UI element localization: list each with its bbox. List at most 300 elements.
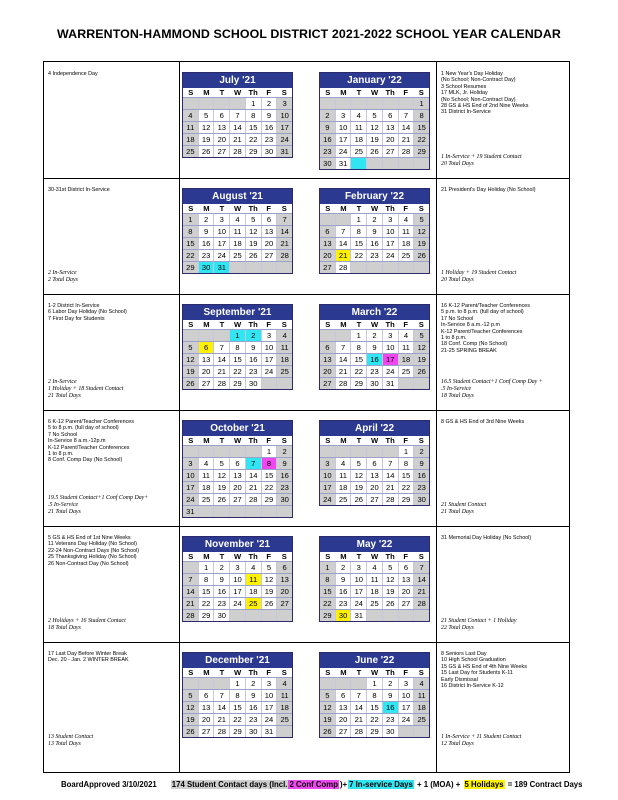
day-cell: 13	[229, 470, 245, 481]
day-cell: 5	[183, 690, 198, 701]
day-cell: 6	[229, 458, 245, 469]
day-cell: 15	[229, 702, 245, 713]
week-row	[320, 329, 429, 341]
day-cell: 29	[350, 378, 366, 389]
note-line: 28 GS & HS End of 2nd Nine Weeks	[441, 103, 529, 110]
day-cell	[366, 98, 382, 109]
note-line: 21 President's Day Holiday (No School)	[441, 187, 536, 193]
day-cell: 2	[382, 678, 398, 689]
month-calendar	[319, 420, 430, 506]
day-cell: 4	[276, 678, 292, 689]
note-line: 25 Thanksgiving Holiday (No School)	[48, 554, 137, 561]
day-cell: 22	[261, 482, 277, 493]
note-line: 7 No School	[48, 431, 78, 438]
day-cell: 20	[398, 586, 414, 597]
summary-line: 22 Total Days	[441, 625, 474, 631]
day-cell: 12	[261, 574, 277, 585]
day-cell: 28	[382, 494, 398, 505]
day-cell: 11	[276, 342, 292, 353]
day-cell: 2	[245, 678, 261, 689]
day-cell: 26	[320, 726, 335, 737]
weekday-label: M	[340, 320, 347, 329]
weekday-header	[320, 436, 429, 445]
week-row	[183, 505, 292, 517]
day-cell: 31	[335, 158, 351, 169]
day-cell: 8	[261, 458, 277, 469]
note-line: 1 New Year's Day Holiday	[441, 71, 503, 77]
day-cell: 30	[213, 610, 229, 621]
right-summary	[441, 154, 522, 168]
weekday-label: S	[281, 436, 287, 445]
day-cell: 10	[261, 690, 277, 701]
board-approved: BoardApproved 3/10/2021	[61, 780, 157, 789]
day-cell: 18	[350, 134, 366, 145]
week-row	[183, 561, 292, 573]
note-line: 16 K-12 Parent/Teacher Conferences	[441, 303, 530, 309]
day-cell: 1	[183, 214, 198, 225]
summary-line: .5 In-Service	[48, 502, 79, 508]
day-cell: 26	[245, 250, 261, 261]
summary-line: 1 In-Service + 11 Student Contact	[441, 734, 522, 740]
left-notes	[48, 71, 98, 77]
weekday-label: W	[370, 552, 379, 561]
note-line: 31 District In-Service	[441, 109, 491, 116]
day-cell: 18	[229, 238, 245, 249]
day-cell: 12	[320, 702, 335, 713]
day-cell: 9	[413, 458, 429, 469]
day-cell: 1	[398, 446, 414, 457]
day-cell: 3	[350, 562, 366, 573]
day-cell: 4	[335, 458, 351, 469]
month-calendar	[182, 652, 293, 738]
day-cell	[213, 446, 229, 457]
day-cell	[276, 610, 292, 621]
day-cell: 12	[366, 122, 382, 133]
day-cell	[413, 158, 429, 169]
weekday-label: Th	[385, 204, 395, 213]
weekday-label: M	[340, 88, 347, 97]
note-line: 17 MLK, Jr. Holiday	[441, 90, 488, 97]
day-cell: 14	[245, 470, 261, 481]
day-cell: 8	[245, 110, 261, 121]
day-cell: 26	[213, 494, 229, 505]
day-cell	[320, 446, 335, 457]
day-cell: 6	[276, 562, 292, 573]
month-name: July '21	[183, 73, 292, 88]
day-cell: 1	[245, 98, 261, 109]
day-cell: 28	[335, 262, 351, 273]
note-line: 22-24 Non-Contract Days (No School)	[48, 547, 140, 554]
day-cell	[183, 562, 198, 573]
weekday-header	[183, 320, 292, 329]
day-cell	[413, 726, 429, 737]
weekday-label: F	[403, 320, 408, 329]
weekday-label: S	[281, 204, 287, 213]
weekday-label: S	[418, 668, 424, 677]
day-cell: 13	[276, 574, 292, 585]
day-cell: 4	[366, 562, 382, 573]
day-cell: 4	[413, 678, 429, 689]
week-row	[183, 121, 292, 133]
day-cell: 11	[183, 122, 198, 133]
weekday-label: S	[325, 552, 331, 561]
week-row	[183, 145, 292, 157]
weekday-label: M	[340, 668, 347, 677]
weekday-label: Th	[385, 436, 395, 445]
day-cell: 20	[198, 714, 214, 725]
day-cell: 30	[382, 726, 398, 737]
day-cell: 3	[398, 678, 414, 689]
note-line: 8 GS & HS End of 3rd Nine Weeks	[441, 419, 525, 425]
month-name: May '22	[320, 537, 429, 552]
weekday-header	[183, 436, 292, 445]
note-line: 5 p.m. to 8 p.m. (full day of school)	[441, 309, 524, 316]
day-cell: 10	[320, 470, 335, 481]
day-cell: 22	[229, 366, 245, 377]
day-cell: 24	[320, 494, 335, 505]
day-cell: 11	[350, 122, 366, 133]
day-cell: 12	[413, 226, 429, 237]
day-cell: 11	[229, 226, 245, 237]
day-cell: 27	[198, 378, 214, 389]
day-cell: 13	[198, 354, 214, 365]
day-cell	[198, 98, 214, 109]
day-cell: 4	[276, 330, 292, 341]
day-cell	[413, 610, 429, 621]
day-cell: 19	[366, 134, 382, 145]
day-cell: 5	[245, 214, 261, 225]
right-summary	[441, 270, 516, 284]
day-cell: 23	[335, 598, 351, 609]
weekday-label: F	[403, 88, 408, 97]
day-cell: 20	[213, 134, 229, 145]
day-cell: 19	[413, 354, 429, 365]
weekday-header	[320, 320, 429, 329]
weekday-label: F	[403, 436, 408, 445]
note-line: 18 Conf. Comp (No School)	[441, 341, 508, 348]
day-cell: 7	[245, 458, 261, 469]
day-cell	[350, 262, 366, 273]
day-cell: 4	[198, 458, 214, 469]
day-cell	[382, 262, 398, 273]
week-row	[320, 725, 429, 737]
day-cell: 9	[335, 574, 351, 585]
weekday-label: F	[266, 436, 271, 445]
weekday-header	[320, 204, 429, 213]
weekday-label: F	[266, 320, 271, 329]
month-name: February '22	[320, 189, 429, 204]
week-row	[320, 481, 429, 493]
summary-line: 1 In-Service + 19 Student Contact	[441, 154, 522, 160]
day-cell: 14	[382, 470, 398, 481]
day-cell: 22	[366, 714, 382, 725]
note-line: 7 First Day for Students	[48, 315, 105, 322]
weekday-label: M	[340, 204, 347, 213]
day-cell: 16	[245, 702, 261, 713]
weekday-label: Th	[248, 320, 258, 329]
day-cell: 11	[366, 574, 382, 585]
day-cell: 30	[366, 378, 382, 389]
day-cell	[198, 330, 214, 341]
week-row	[183, 377, 292, 389]
day-cell	[350, 678, 366, 689]
day-cell: 10	[382, 342, 398, 353]
weekday-label: S	[325, 668, 331, 677]
weekday-label: M	[340, 436, 347, 445]
day-cell: 20	[261, 238, 277, 249]
day-cell	[398, 726, 414, 737]
day-cell: 13	[198, 702, 214, 713]
note-line: 6 Labor Day Holiday (No School)	[48, 309, 127, 316]
day-cell: 9	[261, 110, 277, 121]
day-cell: 16	[276, 470, 292, 481]
day-cell: 2	[366, 214, 382, 225]
day-cell: 12	[183, 354, 198, 365]
day-cell: 21	[382, 482, 398, 493]
weekday-label: T	[219, 204, 225, 213]
day-cell: 10	[335, 122, 351, 133]
month-name: March '22	[320, 305, 429, 320]
note-line: 6 K-12 Parent/Teacher Conferences	[48, 419, 134, 425]
day-cell: 11	[398, 342, 414, 353]
left-notes	[48, 651, 129, 664]
note-line: 4 Independence Day	[48, 71, 98, 77]
weekday-label: F	[403, 668, 408, 677]
weekday-label: T	[356, 552, 362, 561]
week-row	[183, 365, 292, 377]
day-cell: 26	[183, 726, 198, 737]
day-cell: 24	[350, 598, 366, 609]
note-line: 15 GS & HS End of 4th Nine Weeks	[441, 663, 527, 670]
week-row	[320, 225, 429, 237]
day-cell: 27	[335, 726, 351, 737]
day-cell	[213, 330, 229, 341]
day-cell: 20	[382, 134, 398, 145]
day-cell: 11	[335, 470, 351, 481]
summary-line: 21 Total Days	[441, 509, 474, 515]
day-cell: 6	[320, 342, 335, 353]
day-cell: 2	[198, 214, 214, 225]
weekday-label: S	[281, 88, 287, 97]
day-cell: 2	[320, 110, 335, 121]
day-cell: 13	[366, 470, 382, 481]
day-cell: 21	[398, 134, 414, 145]
right-notes	[441, 303, 530, 354]
weekday-label: S	[418, 88, 424, 97]
day-cell	[413, 378, 429, 389]
weekday-label: S	[188, 320, 194, 329]
day-cell: 17	[382, 354, 398, 365]
weekday-label: T	[356, 320, 362, 329]
day-cell: 7	[213, 690, 229, 701]
day-cell	[183, 446, 198, 457]
weekday-label: M	[203, 436, 210, 445]
day-cell	[276, 262, 292, 273]
week-row	[183, 725, 292, 737]
day-cell: 23	[198, 250, 214, 261]
day-cell: 9	[245, 690, 261, 701]
day-cell	[229, 98, 245, 109]
week-row	[320, 365, 429, 377]
day-cell: 26	[413, 366, 429, 377]
day-cell: 4	[245, 562, 261, 573]
weekday-label: S	[281, 320, 287, 329]
day-cell: 1	[366, 678, 382, 689]
weekday-label: M	[203, 320, 210, 329]
day-cell: 11	[245, 574, 261, 585]
week-row	[183, 341, 292, 353]
day-cell: 13	[213, 122, 229, 133]
day-cell: 5	[413, 330, 429, 341]
day-cell: 5	[413, 214, 429, 225]
month-calendar	[182, 188, 293, 274]
day-cell: 5	[382, 562, 398, 573]
weekday-label: S	[418, 436, 424, 445]
day-cell	[229, 446, 245, 457]
day-cell	[213, 678, 229, 689]
note-line: Dec. 20 - Jan. 2 WINTER BREAK	[48, 657, 129, 664]
weekday-label: S	[188, 552, 194, 561]
day-cell: 1	[198, 562, 214, 573]
day-cell: 23	[245, 366, 261, 377]
weekday-header	[183, 552, 292, 561]
day-cell: 5	[198, 110, 214, 121]
calendar-grid	[43, 61, 570, 773]
day-cell: 11	[398, 226, 414, 237]
day-cell: 15	[398, 470, 414, 481]
day-cell: 17	[276, 122, 292, 133]
day-cell: 30	[261, 146, 277, 157]
day-cell: 30	[320, 158, 335, 169]
day-cell: 7	[350, 690, 366, 701]
weekday-label: M	[203, 552, 210, 561]
day-cell: 2	[213, 562, 229, 573]
week-row	[320, 585, 429, 597]
day-cell: 25	[198, 494, 214, 505]
week-row	[320, 457, 429, 469]
weekday-label: Th	[248, 204, 258, 213]
day-cell: 14	[183, 586, 198, 597]
day-cell	[261, 506, 277, 517]
day-cell	[398, 378, 414, 389]
week-row	[183, 237, 292, 249]
day-cell: 24	[183, 494, 198, 505]
left-summary	[48, 379, 123, 400]
day-cell	[320, 330, 335, 341]
day-cell	[335, 678, 351, 689]
day-cell: 8	[229, 342, 245, 353]
note-line: 10 High School Graduation	[441, 657, 506, 664]
day-cell: 13	[261, 226, 277, 237]
weekday-label: W	[233, 88, 242, 97]
day-cell: 1	[350, 330, 366, 341]
day-cell: 12	[183, 702, 198, 713]
day-cell: 21	[213, 366, 229, 377]
day-cell: 4	[398, 214, 414, 225]
day-cell: 6	[320, 226, 335, 237]
day-cell	[213, 98, 229, 109]
note-line: 1 to 8 p.m.	[48, 451, 74, 458]
day-cell: 15	[366, 702, 382, 713]
day-cell: 8	[366, 690, 382, 701]
summary-line: 16.5 Student Contact+1 Conf Comp Day +	[441, 379, 543, 385]
day-cell: 10	[382, 226, 398, 237]
weekday-label: T	[356, 88, 362, 97]
day-cell: 12	[245, 226, 261, 237]
note-line: (No School; Non-Contract Day)	[441, 96, 516, 103]
day-cell: 19	[413, 238, 429, 249]
day-cell: 19	[183, 714, 198, 725]
day-cell: 23	[213, 598, 229, 609]
day-cell	[245, 610, 261, 621]
day-cell: 29	[366, 726, 382, 737]
weekday-label: S	[325, 320, 331, 329]
day-cell: 3	[335, 110, 351, 121]
week-row	[320, 713, 429, 725]
day-cell: 9	[276, 458, 292, 469]
day-cell: 7	[276, 214, 292, 225]
day-cell: 2	[261, 98, 277, 109]
right-notes	[441, 187, 536, 193]
day-cell	[245, 262, 261, 273]
day-cell: 29	[261, 494, 277, 505]
day-cell: 21	[229, 134, 245, 145]
week-row	[183, 573, 292, 585]
summary-line: 2 In-Service	[48, 379, 77, 385]
day-cell: 16	[382, 702, 398, 713]
month-calendar	[182, 72, 293, 158]
day-cell: 28	[213, 726, 229, 737]
day-cell: 22	[245, 134, 261, 145]
day-cell: 17	[320, 482, 335, 493]
day-cell: 12	[198, 122, 214, 133]
weekday-label: W	[233, 668, 242, 677]
left-notes	[48, 303, 127, 322]
day-cell: 10	[261, 342, 277, 353]
day-cell: 31	[276, 146, 292, 157]
day-cell: 22	[350, 250, 366, 261]
week-row	[320, 353, 429, 365]
day-cell: 5	[213, 458, 229, 469]
day-cell: 14	[335, 354, 351, 365]
day-cell: 17	[261, 702, 277, 713]
week-row	[320, 701, 429, 713]
weekday-label: W	[370, 204, 379, 213]
day-cell: 23	[366, 250, 382, 261]
day-cell: 2	[335, 562, 351, 573]
month-calendar	[319, 72, 430, 170]
month-calendar	[319, 304, 430, 390]
day-cell: 25	[276, 714, 292, 725]
week-row	[320, 121, 429, 133]
day-cell: 20	[198, 366, 214, 377]
day-cell: 24	[398, 714, 414, 725]
day-cell	[261, 378, 277, 389]
day-cell: 22	[198, 598, 214, 609]
week-row	[183, 469, 292, 481]
day-cell: 9	[382, 690, 398, 701]
day-cell	[350, 98, 366, 109]
month-calendar	[182, 304, 293, 390]
weekday-label: W	[370, 436, 379, 445]
day-cell: 24	[261, 714, 277, 725]
day-cell: 8	[229, 690, 245, 701]
day-cell: 3	[229, 562, 245, 573]
day-cell: 14	[398, 122, 414, 133]
day-cell: 3	[213, 214, 229, 225]
note-line: In-Service 8 a.m.-12p.m	[48, 438, 106, 445]
day-cell: 23	[413, 482, 429, 493]
